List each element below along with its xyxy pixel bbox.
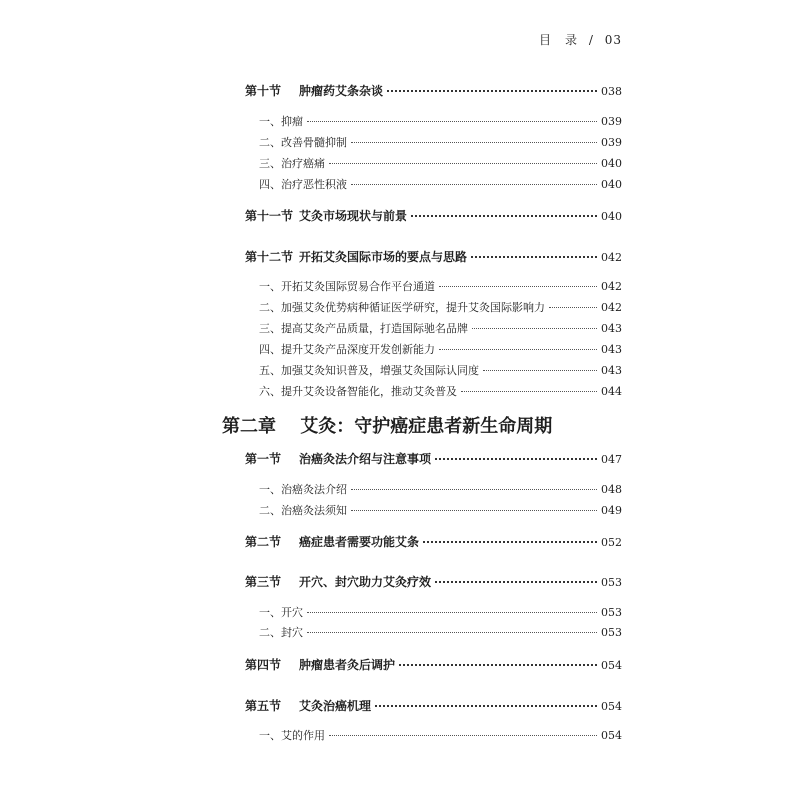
toc-item-row[interactable] (259, 502, 622, 518)
toc-section-row[interactable] (245, 450, 622, 467)
item-text: 三、提高艾灸产品质量，打造国际驰名品牌 (259, 322, 468, 335)
dot-leader (375, 704, 597, 707)
dot-leader (439, 348, 597, 350)
section-number: 第二节 (245, 535, 282, 549)
header-separator: / (588, 33, 594, 47)
item-page: 053 (601, 626, 622, 639)
toc-section-row[interactable] (245, 573, 622, 590)
toc-item-row[interactable] (259, 299, 622, 315)
toc-item-row[interactable] (259, 604, 622, 620)
dot-leader (307, 631, 597, 633)
item-page: 043 (601, 343, 622, 356)
section-page: 047 (601, 453, 622, 466)
chapter-number: 第二章 (222, 416, 276, 437)
item-text: 一、抑瘤 (259, 115, 303, 128)
dot-leader (439, 285, 597, 287)
section-page: 053 (601, 576, 622, 589)
dot-leader (399, 663, 597, 666)
item-text: 二、封穴 (259, 626, 303, 639)
item-text: 一、开拓艾灸国际贸易合作平台通道 (259, 280, 435, 293)
section-title: 癌症患者需要功能艾条 (299, 535, 420, 549)
item-text: 六、提升艾灸设备智能化，推动艾灸普及 (259, 385, 457, 398)
dot-leader (549, 306, 597, 308)
toc-item-row[interactable] (259, 155, 622, 171)
section-page: 054 (601, 659, 622, 672)
toc-item-row[interactable] (259, 320, 622, 336)
item-page: 039 (601, 115, 622, 128)
item-page: 043 (601, 364, 622, 377)
section-page: 040 (601, 210, 622, 223)
dot-leader (307, 611, 597, 613)
toc-item-row[interactable] (259, 383, 622, 399)
item-text: 四、治疗恶性积液 (259, 178, 347, 191)
toc-item-row[interactable] (259, 624, 622, 640)
item-text: 四、提升艾灸产品深度开发创新能力 (259, 343, 435, 356)
dot-leader (423, 540, 597, 543)
item-page: 054 (601, 729, 622, 742)
item-page: 040 (601, 157, 622, 170)
toc-item-row[interactable] (259, 176, 622, 192)
toc-section-row[interactable] (245, 697, 622, 714)
dot-leader (329, 734, 597, 736)
item-page: 049 (601, 504, 622, 517)
toc-section-row[interactable] (245, 656, 622, 673)
dot-leader (483, 369, 597, 371)
dot-leader (351, 183, 597, 185)
chapter-title: 艾灸：守护癌症患者新生命周期 (300, 416, 553, 437)
item-text: 二、治癌灸法须知 (259, 504, 347, 517)
header-label: 目 录 (539, 33, 579, 47)
toc-section-row[interactable] (245, 82, 622, 99)
section-number: 第三节 (245, 575, 282, 589)
item-page: 039 (601, 136, 622, 149)
section-title: 艾灸治癌机理 (299, 699, 372, 713)
toc-section-row[interactable] (245, 533, 622, 550)
section-number: 第五节 (245, 699, 282, 713)
dot-leader (472, 327, 597, 329)
item-text: 二、加强艾灸优势病种循证医学研究，提升艾灸国际影响力 (259, 301, 545, 314)
section-number: 第十二节 (245, 250, 294, 264)
toc-item-row[interactable] (259, 341, 622, 357)
section-number: 第一节 (245, 452, 282, 466)
dot-leader (461, 390, 597, 392)
section-number: 第十节 (245, 84, 282, 98)
dot-leader (307, 120, 597, 122)
section-title: 开穴、封穴助力艾灸疗效 (299, 575, 432, 589)
dot-leader (435, 580, 597, 583)
toc-item-row[interactable] (259, 727, 622, 743)
section-title: 肿瘤患者灸后调护 (299, 658, 396, 672)
section-title: 开拓艾灸国际市场的要点与思路 (299, 250, 468, 264)
header-page-number: 03 (604, 33, 622, 47)
dot-leader (411, 214, 597, 217)
item-page: 053 (601, 606, 622, 619)
item-text: 一、治癌灸法介绍 (259, 483, 347, 496)
dot-leader (351, 509, 597, 511)
item-page: 043 (601, 322, 622, 335)
dot-leader (471, 255, 597, 258)
item-page: 044 (601, 385, 622, 398)
item-page: 040 (601, 178, 622, 191)
toc-item-row[interactable] (259, 362, 622, 378)
item-page: 048 (601, 483, 622, 496)
section-title: 治癌灸法介绍与注意事项 (299, 452, 432, 466)
toc-section-row[interactable] (245, 248, 622, 265)
section-title: 肿瘤药艾条杂谈 (299, 84, 384, 98)
item-text: 五、加强艾灸知识普及，增强艾灸国际认同度 (259, 364, 479, 377)
chapter-heading[interactable] (222, 412, 552, 438)
section-title: 艾灸市场现状与前景 (299, 209, 408, 223)
section-page: 038 (601, 85, 622, 98)
dot-leader (435, 457, 597, 460)
section-number: 第四节 (245, 658, 282, 672)
toc-section-row[interactable] (245, 207, 622, 224)
dot-leader (351, 488, 597, 490)
dot-leader (387, 89, 597, 92)
item-page: 042 (601, 301, 622, 314)
toc-item-row[interactable] (259, 278, 622, 294)
item-text: 一、艾的作用 (259, 729, 325, 742)
item-text: 三、治疗癌痛 (259, 157, 325, 170)
toc-item-row[interactable] (259, 113, 622, 129)
dot-leader (329, 162, 597, 164)
dot-leader (351, 141, 597, 143)
section-page: 042 (601, 251, 622, 264)
section-page: 054 (601, 700, 622, 713)
section-page: 052 (601, 536, 622, 549)
section-number: 第十一节 (245, 209, 294, 223)
item-text: 一、开穴 (259, 606, 303, 619)
toc-item-row[interactable] (259, 134, 622, 150)
item-text: 二、改善骨髓抑制 (259, 136, 347, 149)
item-page: 042 (601, 280, 622, 293)
toc-item-row[interactable] (259, 481, 622, 497)
